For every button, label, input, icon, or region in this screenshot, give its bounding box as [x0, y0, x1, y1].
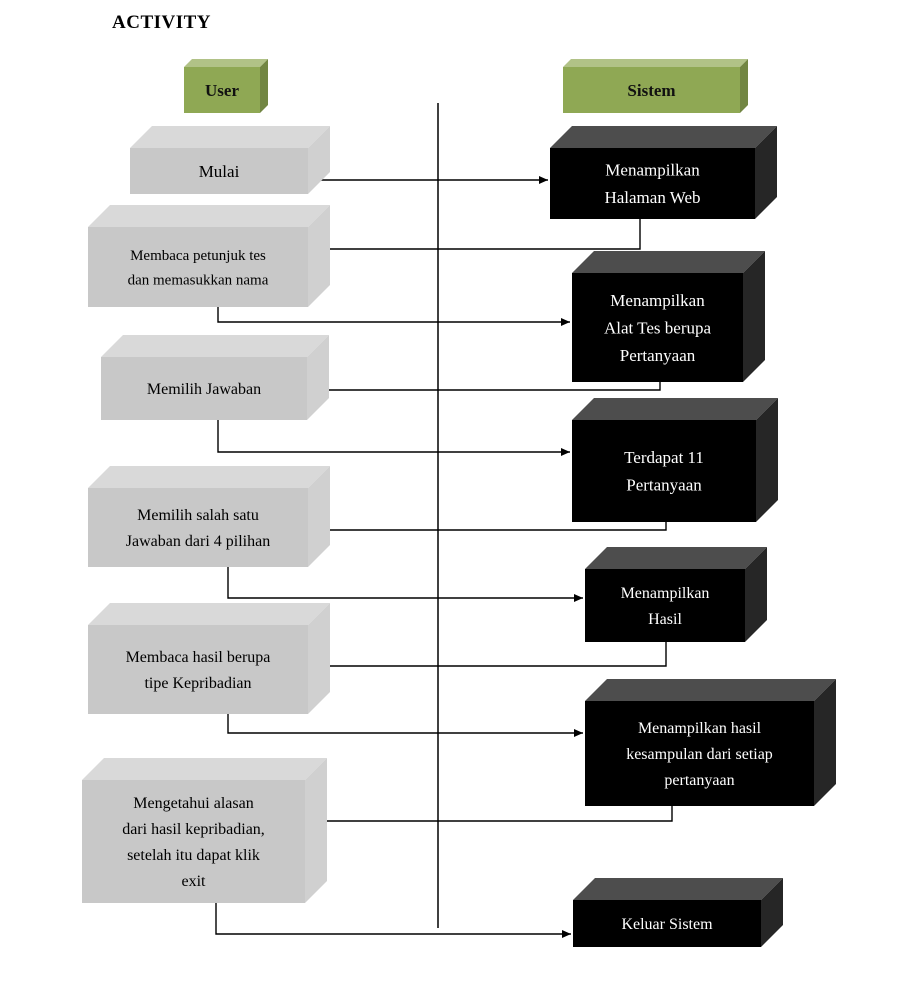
- user-step-5-label-line: tipe Kepribadian: [144, 675, 252, 693]
- connector-hasil-to-kepribadian: [310, 642, 666, 666]
- system-step-2-label-line: Pertanyaan: [619, 345, 696, 365]
- user-step-5-top-face: [88, 603, 330, 625]
- user-step-6-label-line: dari hasil kepribadian,: [122, 821, 265, 839]
- diagram-title: ACTIVITY: [112, 12, 212, 33]
- system-step-5-side-face: [814, 679, 836, 806]
- lane-header-user-side-face: [260, 59, 268, 113]
- system-step-4: [585, 547, 767, 642]
- user-step-1-label-line: Mulai: [198, 161, 240, 181]
- system-step-3-label-line: Terdapat 11: [624, 448, 704, 468]
- connector-halaman-web-to-petunjuk: [310, 219, 640, 249]
- system-step-1-top-face: [550, 126, 777, 148]
- user-step-3: [101, 335, 329, 420]
- system-step-2: [572, 251, 765, 382]
- lane-header-system-side-face: [740, 59, 748, 113]
- system-step-4-label-line: Hasil: [648, 611, 682, 629]
- lane-header-system-label: Sistem: [627, 81, 676, 100]
- connector-salah-satu-to-hasil: [228, 567, 583, 598]
- user-step-4-label-line: Jawaban dari 4 pilihan: [125, 533, 271, 551]
- user-step-4-label-line: Memilih salah satu: [137, 507, 259, 525]
- user-step-4: [88, 466, 330, 567]
- user-step-2-label-line: dan memasukkan nama: [127, 272, 269, 289]
- user-step-2-top-face: [88, 205, 330, 227]
- connector-memilih-jawaban-to-11-pertanyaan: [218, 420, 570, 452]
- user-step-6-side-face: [305, 758, 327, 903]
- lane-header-user: [184, 59, 268, 113]
- system-step-5-label-line: pertanyaan: [664, 772, 735, 790]
- system-step-2-label-line: Alat Tes berupa: [603, 318, 712, 338]
- user-step-2-front-face: [88, 227, 308, 307]
- connector-petunjuk-to-alat-tes: [218, 307, 570, 322]
- connector-kesimpulan-to-alasan: [304, 806, 672, 821]
- system-step-5: [585, 679, 836, 806]
- system-step-6-label-line: Keluar Sistem: [621, 916, 713, 934]
- system-step-5-label-line: kesampulan dari setiap: [626, 746, 773, 764]
- system-step-1-label-line: Menampilkan: [605, 160, 700, 180]
- system-step-1: [550, 126, 777, 219]
- user-step-3-label: [147, 381, 261, 398]
- lane-header-system-top-face: [563, 59, 748, 67]
- system-step-1-front-face: [550, 148, 755, 219]
- user-step-2-label-line: Membaca petunjuk tes: [130, 248, 266, 265]
- user-step-6-label-line: exit: [181, 872, 206, 890]
- user-step-3-top-face: [101, 335, 329, 357]
- user-step-1-top-face: [130, 126, 330, 148]
- user-step-6: [82, 758, 327, 903]
- system-step-4-top-face: [585, 547, 767, 569]
- system-step-2-side-face: [743, 251, 765, 382]
- system-step-5-top-face: [585, 679, 836, 701]
- connector-kepribadian-to-kesimpulan: [228, 714, 583, 733]
- user-step-4-top-face: [88, 466, 330, 488]
- user-step-1-label: [199, 162, 240, 181]
- user-step-6-label-line: setelah itu dapat klik: [127, 847, 260, 865]
- system-step-2-top-face: [572, 251, 765, 273]
- user-step-6-top-face: [82, 758, 327, 780]
- system-step-4-label-line: Menampilkan: [620, 585, 710, 603]
- system-step-2-label-line: Menampilkan: [610, 290, 705, 310]
- user-step-1: [130, 126, 330, 194]
- system-step-3-label-line: Pertanyaan: [626, 475, 702, 495]
- user-step-6-label-line: Mengetahui alasan: [133, 795, 254, 813]
- connector-alat-tes-to-memilih-jawaban: [309, 382, 660, 390]
- lane-header-system: [563, 59, 748, 113]
- system-step-3-top-face: [572, 398, 778, 420]
- system-step-1-label-line: Halaman Web: [604, 188, 701, 208]
- system-step-3: [572, 398, 778, 522]
- user-step-5: [88, 603, 330, 714]
- user-step-4-front-face: [88, 488, 308, 567]
- lane-header-user-top-face: [184, 59, 268, 67]
- system-step-6-label: [621, 916, 713, 933]
- user-step-2: [88, 205, 330, 307]
- system-step-5-label-line: Menampilkan hasil: [637, 720, 762, 738]
- user-step-5-front-face: [88, 625, 308, 714]
- connector-11-pertanyaan-to-salah-satu: [310, 522, 666, 530]
- system-step-4-front-face: [585, 569, 745, 642]
- system-step-6-top-face: [573, 878, 783, 900]
- user-step-5-label-line: Membaca hasil berupa: [125, 649, 271, 667]
- system-step-3-front-face: [572, 420, 756, 522]
- user-step-3-label-line: Memilih Jawaban: [146, 381, 262, 399]
- lane-header-user-label: User: [205, 81, 239, 100]
- system-step-6: [573, 878, 783, 947]
- connector-alasan-to-keluar: [216, 903, 571, 934]
